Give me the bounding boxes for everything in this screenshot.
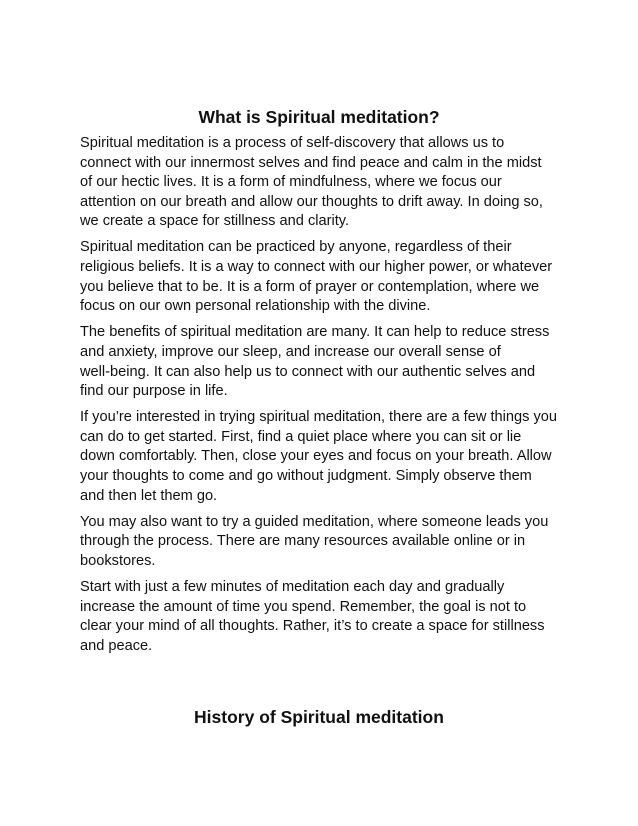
paragraph-line: through the process. There are many resources available online or in [80, 533, 526, 550]
paragraph-line: find our purpose in life. [80, 383, 228, 400]
paragraph-line: we create a space for stillness and clarity. [80, 213, 350, 230]
paragraph-line: you believe that to be. It is a form of prayer or contemplation, where we [80, 278, 540, 295]
paragraph-1 [80, 134, 564, 232]
paragraph-line: well-being. It can also help us to connect with our authentic selves and [80, 363, 536, 380]
paragraph-5 [80, 513, 564, 572]
paragraph-line: bookstores. [80, 552, 156, 569]
paragraph-line: religious beliefs. It is a way to connect with our higher power, or whatever [80, 259, 553, 276]
paragraph-line: can do to get started. First, find a quiet place where you can sit or lie [80, 428, 522, 445]
section-heading-what-is: What is Spiritual meditation? [198, 107, 440, 127]
paragraph-line: Start with just a few minutes of meditation each day and gradually [80, 578, 505, 595]
paragraph-line: clear your mind of all thoughts. Rather, it’s to create a space for stillness [80, 618, 545, 635]
section-body-what-is [80, 134, 564, 663]
paragraph-line: your thoughts to come and go without judgment. Simply observe them [80, 468, 532, 484]
paragraph-line: increase the amount of time you spend. Remember, the goal is not to [80, 598, 527, 615]
paragraph-line: connect with our innermost selves and find peace and calm in the midst [80, 154, 542, 171]
paragraph-line: You may also want to try a guided meditation, where someone leads you [80, 513, 549, 530]
paragraph-line: If you’re interested in trying spiritual meditation, there are a few things you [80, 409, 557, 426]
paragraph-6 [80, 578, 564, 656]
paragraph-2 [80, 238, 564, 316]
paragraph-line: and then let them go. [80, 487, 218, 504]
paragraph-line: of our hectic lives. It is a form of mindfulness, where we focus our [80, 174, 502, 191]
paragraph-line: focus on our own personal relationship with the divine. [80, 298, 431, 315]
paragraph-4 [80, 408, 564, 506]
paragraph-line: and peace. [80, 637, 153, 654]
paragraph-3 [80, 323, 564, 401]
paragraph-line: attention on our breath and allow our thoughts to drift away. In doing so, [80, 193, 543, 210]
paragraph-line: Spiritual meditation is a process of self-discovery that allows us to [80, 135, 505, 151]
paragraph-line: Spiritual meditation can be practiced by anyone, regardless of their [80, 239, 512, 256]
paragraph-line: The benefits of spiritual meditation are many. It can help to reduce stress [80, 324, 550, 341]
paragraph-line: down comfortably. Then, close your eyes and focus on your breath. Allow [80, 448, 552, 465]
section-heading-history: History of Spiritual meditation [194, 707, 444, 727]
paragraph-line: and anxiety, improve our sleep, and increase our overall sense of [80, 343, 501, 360]
